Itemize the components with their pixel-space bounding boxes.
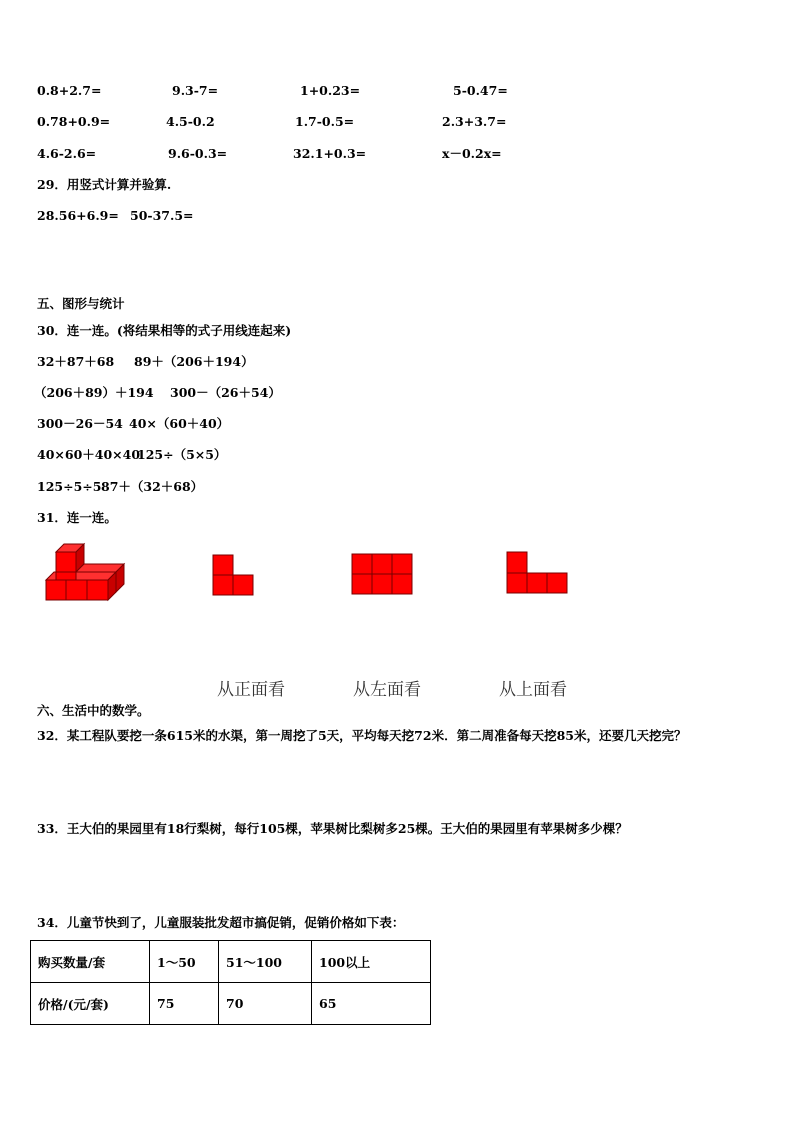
section-6-title: 六、生活中的数学。 — [37, 703, 150, 718]
q28-item: 9.6-0.3= — [168, 146, 228, 161]
view-label-front: 从正面看 — [217, 680, 285, 700]
table-row — [31, 983, 431, 1025]
q28-item: x－0.2x= — [442, 146, 502, 161]
q30-title: 30．连一连。(将结果相等的式子用线连起来) — [37, 323, 292, 338]
q28-item: 1.7-0.5= — [295, 114, 355, 129]
q30-right-expr: 87＋（32＋68） — [101, 479, 204, 494]
table-cell: 价格/(元/套) — [31, 983, 150, 1025]
q29-item: 50-37.5= — [130, 208, 194, 223]
view-shape-l-wide — [506, 551, 570, 595]
table-cell: 1～50 — [150, 941, 219, 983]
q30-right-expr: 89＋（206＋194） — [134, 354, 254, 369]
section-5-title: 五、图形与统计 — [37, 296, 125, 311]
q30-left-expr: 40×60＋40×40 — [37, 447, 141, 462]
q28-item: 32.1+0.3= — [293, 146, 367, 161]
q28-item: 9.3-7= — [172, 83, 219, 98]
table-cell: 65 — [312, 983, 431, 1025]
q28-item: 1+0.23= — [300, 83, 361, 98]
table-cell: 70 — [219, 983, 312, 1025]
price-table — [30, 940, 431, 1025]
q29-item: 28.56+6.9= — [37, 208, 119, 223]
q30-left-expr: （206＋89）＋194 — [34, 385, 154, 400]
table-cell: 51～100 — [219, 941, 312, 983]
table-cell: 100以上 — [312, 941, 431, 983]
q28-item: 4.6-2.6= — [37, 146, 97, 161]
view-label-left: 从左面看 — [353, 680, 421, 700]
view-shape-l-small — [212, 554, 256, 596]
view-shape-grid-2x3 — [351, 553, 413, 595]
q29-title: 29．用竖式计算并验算. — [37, 177, 172, 192]
q30-right-expr: 300－（26＋54） — [170, 385, 281, 400]
q28-item: 2.3+3.7= — [442, 114, 507, 129]
q30-right-expr: 125÷（5×5） — [137, 447, 227, 462]
view-label-top: 从上面看 — [499, 680, 567, 700]
q28-item: 5-0.47= — [453, 83, 508, 98]
q31-title: 31．连一连。 — [37, 510, 117, 525]
table-row — [31, 941, 431, 983]
q33-text: 33．王大伯的果园里有18行梨树，每行105棵，苹果树比梨树多25棵。王大伯的果园里有苹果树多少棵？ — [37, 821, 628, 836]
q34-text: 34．儿童节快到了，儿童服装批发超市搞促销，促销价格如下表： — [37, 915, 405, 930]
table-cell: 75 — [150, 983, 219, 1025]
q28-item: 4.5-0.2 — [166, 114, 215, 129]
q30-left-expr: 32＋87＋68 — [37, 354, 115, 369]
table-cell: 购买数量/套 — [31, 941, 150, 983]
q32-text: 32．某工程队要挖一条615米的水渠，第一周挖了5天，平均每天挖72米．第二周准备每天挖85米，还要几天挖完？ — [37, 728, 687, 743]
q30-left-expr: 125÷5÷5 — [37, 479, 102, 494]
q30-left-expr: 300－26－54 — [37, 416, 123, 431]
q28-item: 0.8+2.7= — [37, 83, 102, 98]
q30-right-expr: 40×（60＋40） — [129, 416, 230, 431]
q28-item: 0.78+0.9= — [37, 114, 111, 129]
cube-stack-3d-figure — [44, 540, 126, 602]
